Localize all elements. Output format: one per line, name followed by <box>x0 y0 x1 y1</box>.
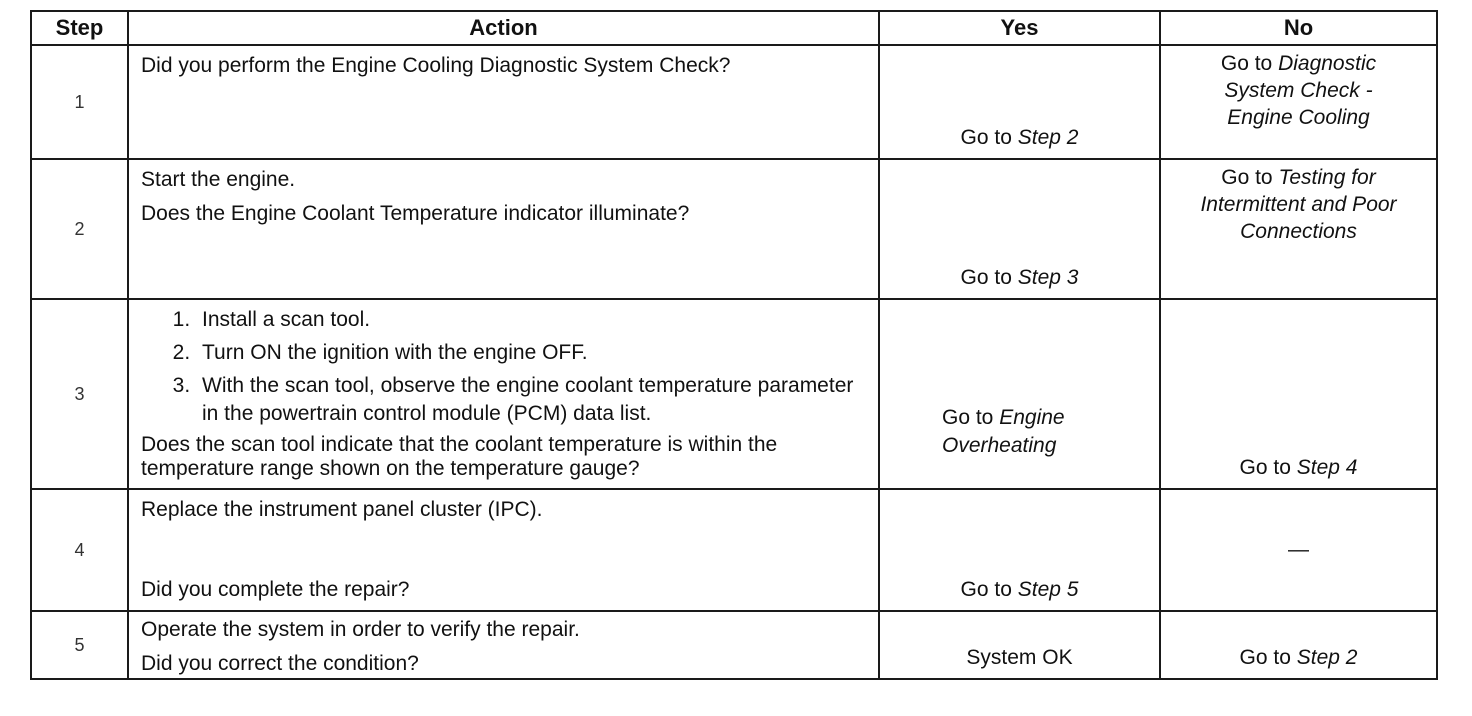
action-text: Replace the instrument panel cluster (IPC). <box>141 498 543 521</box>
yes-cell <box>879 45 1160 159</box>
action-cell <box>128 299 879 489</box>
no-link: Go to Step 4 <box>1239 456 1358 479</box>
action-cell <box>128 611 879 679</box>
action-text: Start the engine. <box>141 168 296 191</box>
no-cell <box>1160 159 1437 299</box>
table-row <box>31 611 1437 679</box>
step-number: 5 <box>31 611 128 679</box>
list-item: 2. Turn ON the ignition with the engine OFF. <box>196 339 866 367</box>
diagnostic-table <box>30 10 1438 680</box>
table-header-row <box>31 11 1437 45</box>
table-row <box>31 45 1437 159</box>
table-row <box>31 299 1437 489</box>
list-item: 1. Install a scan tool. <box>196 306 866 334</box>
action-list <box>141 306 866 428</box>
action-text: Operate the system in order to verify the repair. <box>141 618 580 641</box>
action-question: Does the scan tool indicate that the coolant temperature is within the temperature range shown on the temperature gauge? <box>141 433 778 480</box>
action-question: Did you correct the condition? <box>141 652 419 675</box>
step-number: 2 <box>31 159 128 299</box>
no-dash: — <box>1288 538 1309 561</box>
no-link: Go to Diagnostic System Check - Engine Cooling <box>1220 52 1377 129</box>
no-cell <box>1160 299 1437 489</box>
action-cell <box>128 489 879 611</box>
yes-cell <box>879 489 1160 611</box>
header-yes: Yes <box>879 11 1160 45</box>
action-question: Does the Engine Coolant Temperature indicator illuminate? <box>141 202 690 225</box>
action-text: Did you perform the Engine Cooling Diagnostic System Check? <box>141 54 731 77</box>
step-number: 1 <box>31 45 128 159</box>
no-cell <box>1160 489 1437 611</box>
yes-cell <box>879 611 1160 679</box>
step-number: 4 <box>31 489 128 611</box>
list-item: 3. With the scan tool, observe the engine coolant temperature parameter in the powertrain control module (PCM) data list. <box>196 372 866 428</box>
table-row <box>31 159 1437 299</box>
step-number: 3 <box>31 299 128 489</box>
table-row <box>31 489 1437 611</box>
header-action: Action <box>128 11 879 45</box>
no-link: Go to Step 2 <box>1239 646 1358 669</box>
no-cell <box>1160 45 1437 159</box>
yes-link: Go to Step 2 <box>960 126 1079 149</box>
header-step: Step <box>31 11 128 45</box>
yes-text: System OK <box>966 646 1073 669</box>
yes-link: Go to Step 3 <box>960 266 1079 289</box>
yes-link: Go to Step 5 <box>960 578 1079 601</box>
header-no: No <box>1160 11 1437 45</box>
action-question: Did you complete the repair? <box>141 578 410 601</box>
yes-link: Go to Engine Overheating <box>942 406 1065 457</box>
no-cell <box>1160 611 1437 679</box>
yes-cell <box>879 299 1160 489</box>
action-cell <box>128 45 879 159</box>
action-cell <box>128 159 879 299</box>
no-link: Go to Testing for Intermittent and Poor Connections <box>1200 166 1397 243</box>
yes-cell <box>879 159 1160 299</box>
